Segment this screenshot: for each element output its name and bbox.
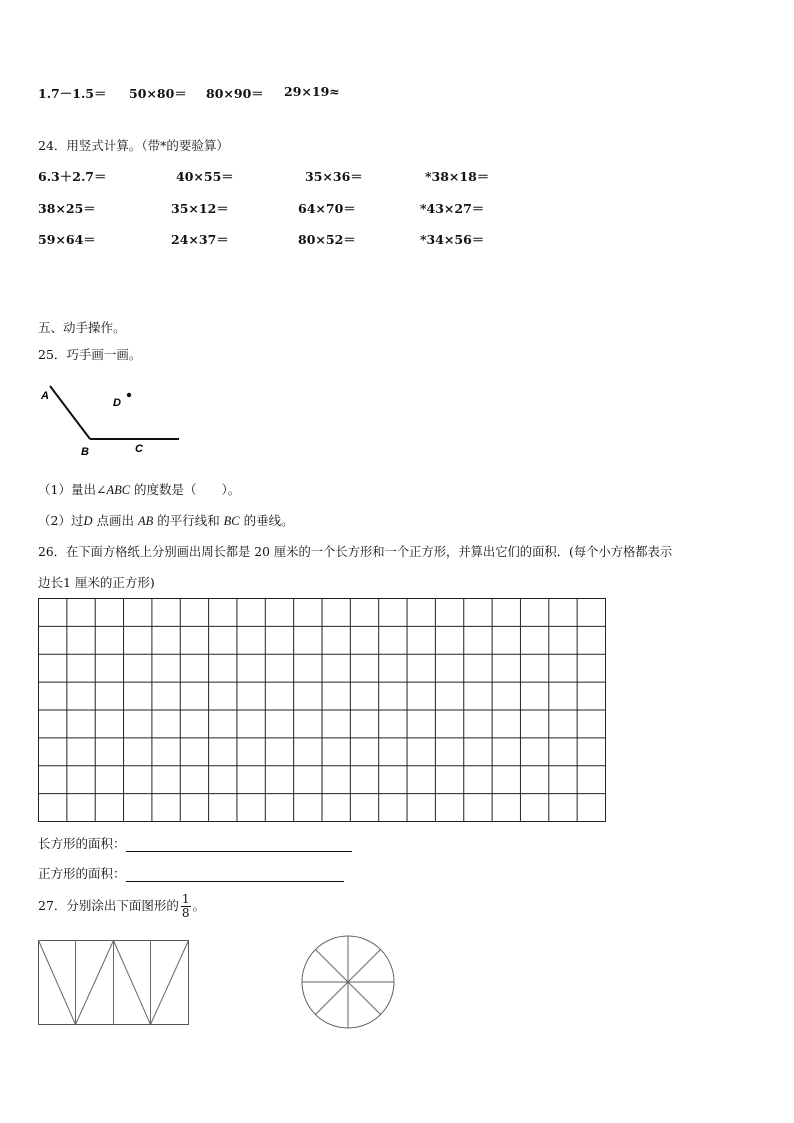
segment-bc-ref: BC — [223, 514, 240, 528]
calc-50x80: 50×80＝ — [129, 86, 187, 101]
calc-80x90: 80×90＝ — [206, 86, 264, 101]
q24-item: 40×55＝ — [176, 169, 234, 184]
calc-1-7-minus-1-5: 1.7－1.5＝ — [38, 86, 107, 101]
point-d — [127, 393, 131, 397]
q26-text-line2: 边长1 厘米的正方形) — [38, 575, 155, 590]
q24-item: 35×12＝ — [171, 201, 229, 216]
rectangle-triangles-figure[interactable] — [38, 940, 190, 1026]
q26-text-line1: 26．在下面方格纸上分别画出周长都是 20 厘米的一个长方形和一个正方形，并算出它们的面积．(每个小方格都表示 — [38, 545, 673, 559]
square-area-blank[interactable] — [126, 867, 344, 882]
ray-ba — [50, 386, 90, 439]
q25-sub1-prefix: （1）量出 — [38, 482, 96, 497]
label-a: A — [41, 390, 49, 402]
segment-ab-ref: AB — [137, 514, 154, 528]
q25-title: 25．巧手画一画。 — [38, 347, 142, 362]
point-d-ref: D — [83, 514, 93, 528]
circle-eight-sectors[interactable] — [298, 932, 398, 1032]
q27-prefix: 27．分别涂出下面图形的 — [38, 898, 179, 913]
label-b: B — [81, 446, 89, 458]
rect-area-blank[interactable] — [126, 837, 352, 852]
q24-item: 59×64＝ — [38, 232, 96, 247]
square-grid-paper[interactable] — [38, 598, 606, 822]
q24-item: *43×27＝ — [420, 201, 485, 216]
q25-sub2-mid1: 点画出 — [92, 513, 138, 528]
q25-sub1 — [38, 480, 240, 498]
angle-abc-figure — [38, 378, 188, 458]
angle-symbol: ∠ — [95, 482, 107, 497]
q24-title: 24．用竖式计算。（带*的要验算） — [38, 138, 229, 153]
rect-area-answer — [38, 834, 352, 852]
label-c: C — [135, 443, 143, 455]
fraction-denominator: 8 — [181, 906, 190, 920]
diagonal-line — [114, 941, 151, 1025]
fraction-numerator: 1 — [181, 892, 190, 907]
q25-sub2-mid2: 的平行线和 — [153, 513, 224, 528]
q24-item: 38×25＝ — [38, 201, 96, 216]
angle-name: ABC — [106, 483, 131, 497]
q27-suffix: 。 — [192, 898, 206, 913]
diagonal-line — [76, 941, 114, 1025]
diagonal-line — [39, 941, 76, 1025]
square-area-answer — [38, 864, 344, 882]
diagonal-line — [151, 941, 189, 1025]
q24-item: 24×37＝ — [171, 232, 229, 247]
q24-item: 6.3＋2.7＝ — [38, 169, 107, 184]
label-d: D — [113, 397, 121, 409]
q27-title — [38, 893, 205, 920]
q24-item: 80×52＝ — [298, 232, 356, 247]
q24-item: *34×56＝ — [420, 232, 485, 247]
fraction-one-eighth — [181, 893, 191, 919]
rect-area-label: 长方形的面积： — [38, 836, 126, 851]
q24-item: 35×36＝ — [305, 169, 363, 184]
square-area-label: 正方形的面积： — [38, 866, 126, 881]
section-5-title: 五、动手操作。 — [38, 320, 126, 335]
q25-sub2-prefix: （2）过 — [38, 513, 84, 528]
q24-item: 64×70＝ — [298, 201, 356, 216]
q25-sub2 — [38, 511, 294, 529]
q25-sub1-suffix: 的度数是（ ）。 — [130, 482, 241, 497]
calc-29x19: 29×19≈ — [284, 84, 340, 99]
q24-item: *38×18＝ — [425, 169, 490, 184]
q25-sub2-suffix: 的垂线。 — [239, 513, 294, 528]
